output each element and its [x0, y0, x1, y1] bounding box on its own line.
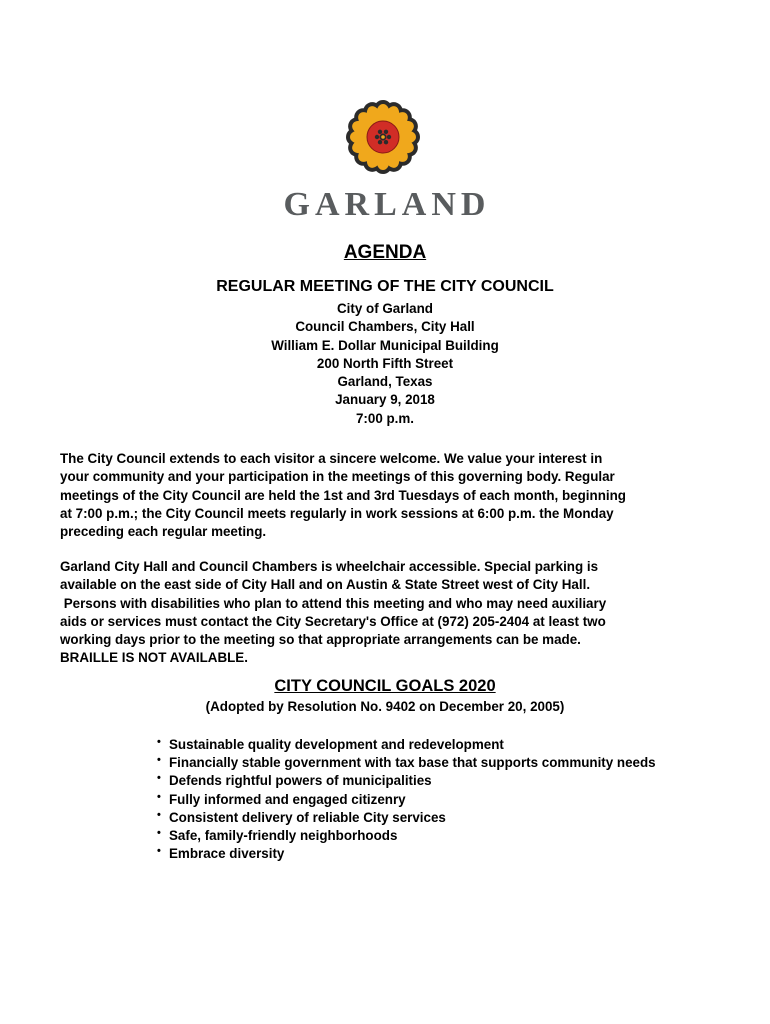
- address-line: Garland, Texas: [337, 374, 433, 390]
- meeting-time: 7:00 p.m.: [355, 410, 415, 426]
- address-line: City of Garland: [337, 301, 433, 316]
- garland-wordmark: GARLAND: [283, 186, 491, 223]
- bullet-icon: •: [157, 827, 161, 840]
- goal-text: Embrace diversity: [169, 846, 285, 862]
- goal-text: Safe, family-friendly neighborhoods: [169, 828, 398, 844]
- goal-item: [157, 791, 697, 809]
- bullet-icon: •: [157, 808, 161, 821]
- goal-item: [157, 754, 679, 772]
- bullet-icon: •: [157, 790, 161, 803]
- goal-item: [157, 736, 697, 754]
- goal-item: [157, 809, 697, 827]
- bullet-icon: •: [157, 736, 161, 748]
- goal-text: Fully informed and engaged citizenry: [169, 791, 406, 807]
- paragraph-line: Garland City Hall and Council Chambers is wheelchair accessible. Special parking is: [60, 559, 599, 574]
- bullet-icon: •: [157, 754, 161, 767]
- goal-text: Consistent delivery of reliable City services: [169, 809, 446, 825]
- goal-text: Financially stable government with tax base that supports community needs: [169, 755, 656, 771]
- goal-item: [157, 845, 697, 863]
- meeting-title: REGULAR MEETING OF THE CITY COUNCIL: [216, 278, 554, 295]
- goals-heading: CITY COUNCIL GOALS 2020: [274, 677, 496, 695]
- goal-text: Sustainable quality development and redevelopment: [169, 737, 504, 752]
- paragraph-line: at 7:00 p.m.; the City Council meets regularly in work sessions at 6:00 p.m. the Monday: [60, 505, 614, 521]
- bullet-icon: •: [157, 845, 161, 858]
- paragraph-line: aids or services must contact the City Secretary's Office at (972) 205-2404 at least two: [60, 613, 606, 629]
- garland-sunflower-logo-icon: [346, 100, 420, 174]
- braille-notice: BRAILLE IS NOT AVAILABLE.: [60, 650, 248, 666]
- goal-item: [157, 772, 697, 790]
- paragraph-line: preceding each regular meeting.: [60, 524, 267, 540]
- welcome-paragraph: [60, 450, 720, 541]
- goals-list: [157, 736, 697, 863]
- goal-text: Defends rightful powers of municipalities: [169, 773, 432, 789]
- paragraph-line: working days prior to the meeting so that appropriate arrangements can be made.: [60, 632, 581, 648]
- address-line: William E. Dollar Municipal Building: [271, 337, 499, 353]
- bullet-icon: •: [157, 772, 161, 785]
- goal-item: [157, 827, 697, 845]
- address-line: 200 North Fifth Street: [316, 355, 454, 371]
- paragraph-line: meetings of the City Council are held the 1st and 3rd Tuesdays of each month, beginning: [60, 487, 626, 503]
- goals-subtitle: (Adopted by Resolution No. 9402 on December 20, 2005): [205, 699, 565, 714]
- agenda-heading: AGENDA: [343, 242, 427, 263]
- paragraph-line: available on the east side of City Hall and on Austin & State Street west of City Hall.: [60, 577, 591, 593]
- meeting-address: [0, 300, 770, 428]
- paragraph-line: The City Council extends to each visitor a sincere welcome. We value your interest in: [60, 451, 603, 466]
- address-line: Council Chambers, City Hall: [295, 319, 475, 335]
- accessibility-paragraph: [60, 558, 720, 668]
- paragraph-line: your community and your participation in the meetings of this governing body. Regular: [60, 469, 615, 485]
- paragraph-line: Persons with disabilities who plan to attend this meeting and who may need auxiliary: [60, 595, 607, 611]
- meeting-date: January 9, 2018: [335, 392, 435, 408]
